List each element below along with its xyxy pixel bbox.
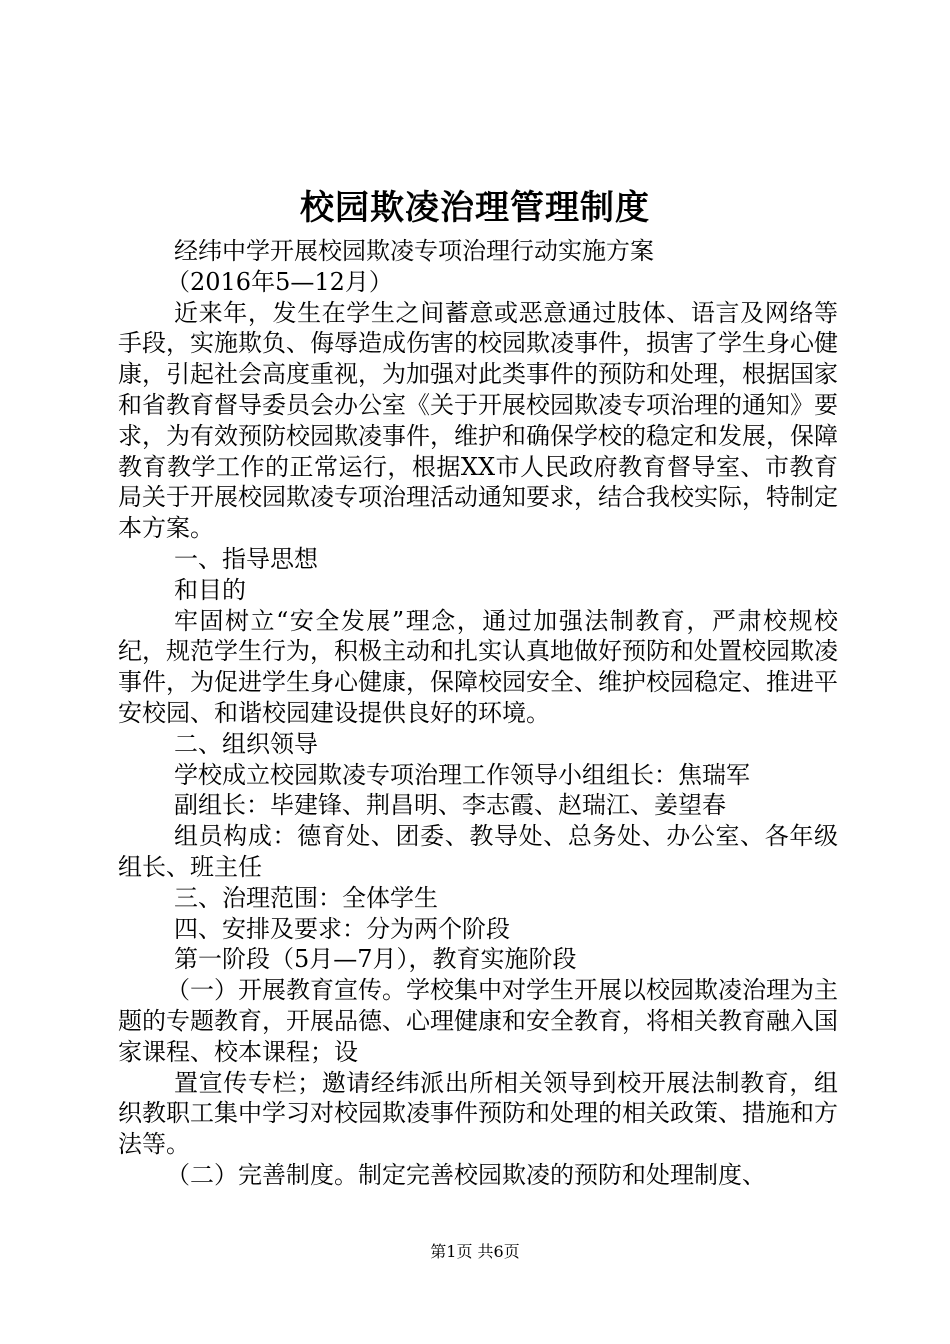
paragraph-members: 组员构成：德育处、团委、教导处、总务处、办公室、各年级组长、班主任 — [118, 822, 838, 881]
paragraph-guidance: 牢固树立“安全发展”理念，通过加强法制教育，严肃校规校纪，规范学生行为，积极主动和扎实认真地做好预防和处置校园欺凌事件，为促进学生身心健康，保障校园安全、维护校园稳定、推进平安校园、和谐校园建设提供良好的环境。 — [118, 606, 838, 727]
section-heading-4: 四、安排及要求：分为两个阶段 — [174, 914, 510, 943]
document-title: 校园欺凌治理管理制度 — [300, 188, 650, 228]
paragraph-publicity: 置宣传专栏；邀请经纬派出所相关领导到校开展法制教育，组织教职工集中学习对校园欺凌事件预防和处理的相关政策、措施和方法等。 — [118, 1068, 838, 1159]
section-heading-2: 二、组织领导 — [174, 729, 318, 758]
subtitle-date: （2016年5—12月） — [166, 267, 393, 296]
paragraph-system: （二）完善制度。制定完善校园欺凌的预防和处理制度、 — [166, 1160, 766, 1189]
stage-one-heading: 第一阶段（5月—7月），教育实施阶段 — [174, 945, 577, 974]
page-footer: 第1页 共6页 — [430, 1242, 520, 1261]
subtitle-plan: 经纬中学开展校园欺凌专项治理行动实施方案 — [174, 237, 654, 265]
section-heading-3: 三、治理范围：全体学生 — [174, 883, 438, 912]
paragraph-deputy: 副组长：毕建锋、荆昌明、李志霞、赵瑞江、姜望春 — [174, 791, 726, 820]
paragraph-education: （一）开展教育宣传。学校集中对学生开展以校园欺凌治理为主题的专题教育，开展品德、心理健康和安全教育，将相关教育融入国家课程、校本课程；设 — [118, 976, 838, 1066]
section-heading-1: 一、指导思想 — [174, 544, 318, 573]
paragraph-leader: 学校成立校园欺凌专项治理工作领导小组组长：焦瑞军 — [174, 760, 750, 789]
document-body — [118, 236, 838, 1191]
section-heading-1-cont: 和目的 — [174, 575, 246, 604]
paragraph-intro: 近来年，发生在学生之间蓄意或恶意通过肢体、语言及网络等手段，实施欺负、侮辱造成伤害的校园欺凌事件，损害了学生身心健康，引起社会高度重视，为加强对此类事件的预防和处理，根据国家和省教育督导委员会办公室《关于开展校园欺凌专项治理的通知》要求，为有效预防校园欺凌事件，维护和确保学校的稳定和发展，保障教育教学工作的正常运行，根据XX市人民政府教育督导室、市教育局关于开展校园欺凌专项治理活动通知要求，结合我校实际，特制定本方案。 — [118, 298, 838, 543]
